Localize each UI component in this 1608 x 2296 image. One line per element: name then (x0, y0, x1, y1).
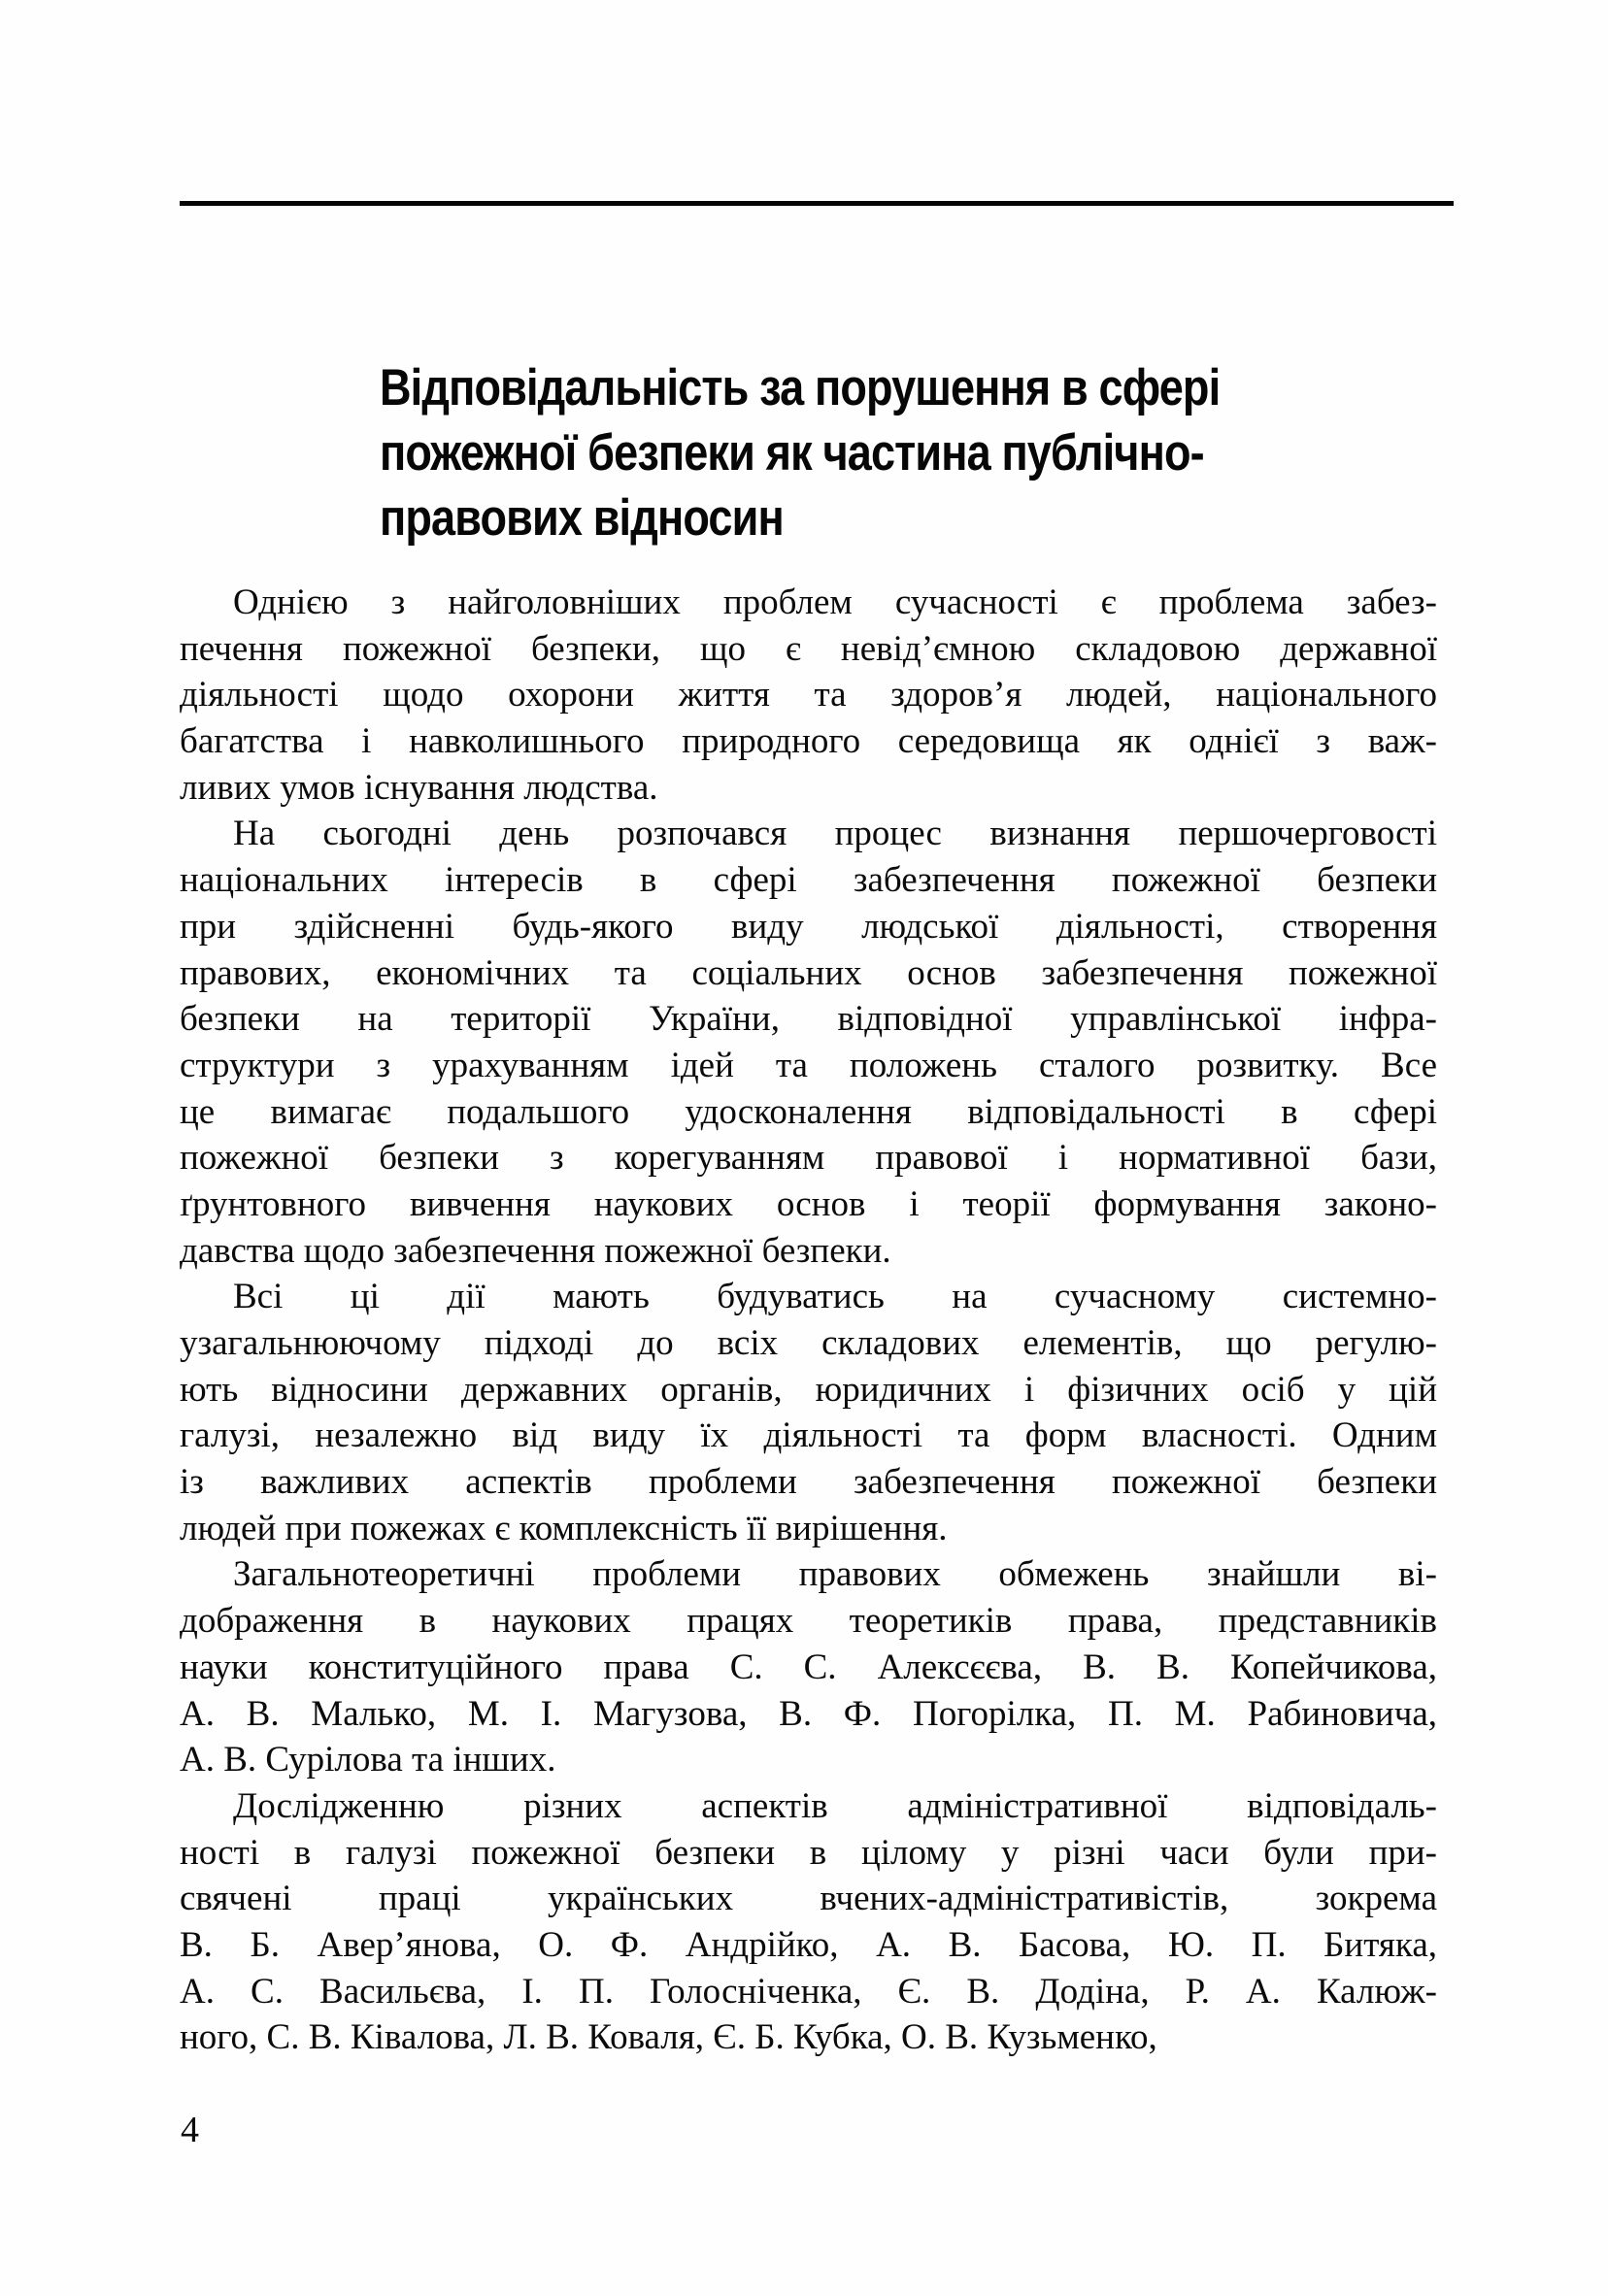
text-line: На сьогодні день розпочався процес визнання першочерговості (233, 814, 1437, 854)
text-line: науки конституційного права С. С. Алексєєва, В. В. Копейчикова, (180, 1647, 1437, 1687)
page-number: 4 (181, 2110, 199, 2150)
chapter-title-line: пожежної безпеки як частина публічно- (380, 424, 1204, 482)
header-rule (180, 201, 1454, 206)
text-line: А. В. Сурілова та інших. (180, 1740, 556, 1780)
text-line: ливих умов існування людства. (180, 767, 658, 808)
text-line: структури з урахуванням ідей та положень сталого розвитку. Все (180, 1045, 1437, 1085)
text-line: діяльності щодо охорони життя та здоров’я людей, національного (180, 675, 1437, 715)
text-line: це вимагає подальшого удосконалення відповідальності в сфері (180, 1091, 1437, 1132)
text-line: узагальнюючому підході до всіх складових елементів, що регулю- (180, 1323, 1437, 1363)
text-line: правових, економічних та соціальних основ забезпечення пожежної (180, 952, 1437, 993)
chapter-title-line: правових відносин (380, 489, 784, 547)
text-line: Всі ці дії мають будуватись на сучасному системно- (233, 1277, 1437, 1317)
text-line: печення пожежної безпеки, що є невід’ємною складовою державної (180, 628, 1437, 669)
text-line: А. С. Васильєва, І. П. Голосніченка, Є. В. Додіна, Р. А. Калюж- (180, 1971, 1437, 2012)
text-line: при здійсненні будь-якого виду людської діяльності, створення (180, 906, 1437, 947)
text-line: ного, С. В. Ківалова, Л. В. Коваля, Є. Б. Кубка, О. В. Кузьменко, (180, 2017, 1157, 2058)
text-line: багатства і навколишнього природного середовища як однієї з важ- (180, 721, 1437, 762)
text-line: Загальнотеоретичні проблеми правових обмежень знайшли ві- (233, 1554, 1437, 1595)
text-line: А. В. Малько, М. І. Магузова, В. Ф. Погорілка, П. М. Рабиновича, (180, 1693, 1437, 1734)
body-text (180, 580, 1437, 2061)
chapter-title (380, 355, 1412, 550)
text-line: давства щодо забезпечення пожежної безпеки. (180, 1230, 891, 1271)
text-line: дображення в наукових працях теоретиків права, представників (180, 1601, 1437, 1642)
text-line: національних інтересів в сфері забезпечення пожежної безпеки (180, 860, 1437, 901)
text-line: ґрунтовного вивчення наукових основ і теорії формування законо- (180, 1183, 1437, 1224)
text-line: свячені праці українських вчених-адміністративістів, зокрема (180, 1879, 1437, 1919)
text-line: ності в галузі пожежної безпеки в цілому у різні часи були при- (180, 1832, 1437, 1873)
text-line: безпеки на території України, відповідної управлінської інфра- (180, 999, 1437, 1040)
text-line: ють відносини державних органів, юридичних і фізичних осіб у цій (180, 1369, 1437, 1410)
text-line: Однією з найголовніших проблем сучасності є проблема забез- (233, 582, 1437, 622)
text-line: пожежної безпеки з корегуванням правової і нормативної бази, (180, 1138, 1437, 1179)
text-line: із важливих аспектів проблеми забезпечення пожежної безпеки (180, 1462, 1437, 1503)
chapter-title-line: Відповідальність за порушення в сфері (380, 359, 1221, 416)
text-line: людей при пожежах є комплексність її вирішення. (180, 1508, 948, 1548)
text-line: Дослідженню різних аспектів адміністративної відповідаль- (233, 1785, 1437, 1826)
text-line: галузі, незалежно від виду їх діяльності та форм власності. Одним (180, 1415, 1437, 1456)
text-line: В. Б. Авер’янова, О. Ф. Андрійко, А. В. Басова, Ю. П. Битяка, (180, 1924, 1437, 1965)
